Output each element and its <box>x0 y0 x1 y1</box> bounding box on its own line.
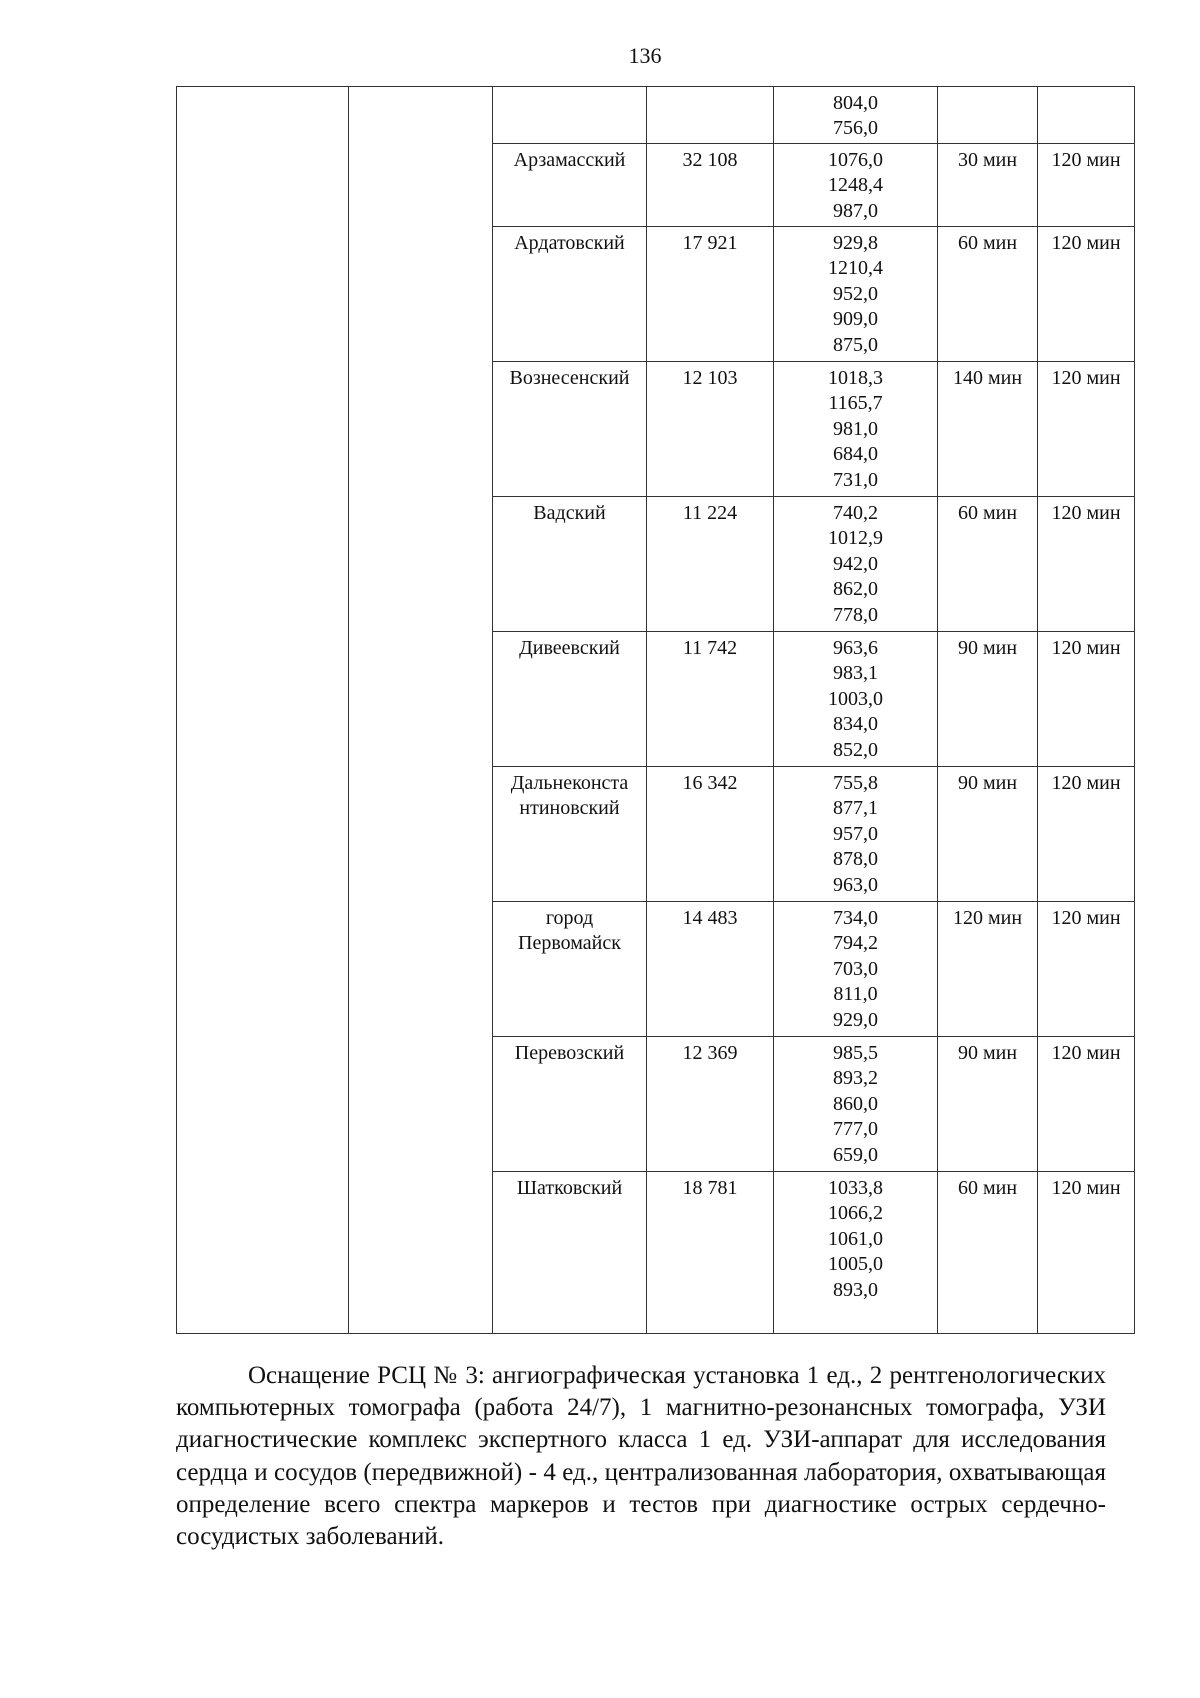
time-limit-cell: 120 мин <box>1038 362 1135 497</box>
value-line: 981,0 <box>833 417 878 440</box>
population-cell: 17 921 <box>647 227 774 362</box>
time-cell: 30 мин <box>938 144 1038 227</box>
value-line: 942,0 <box>833 552 878 575</box>
value-line: 987,0 <box>833 199 878 222</box>
district-cell: Перевозский <box>493 1037 647 1172</box>
values-cell <box>774 144 938 227</box>
time-limit-cell: 120 мин <box>1038 144 1135 227</box>
time-cell: 90 мин <box>938 767 1038 902</box>
value-line: 755,8 <box>833 772 878 794</box>
value-line: 1165,7 <box>828 392 883 415</box>
value-line: 952,0 <box>833 282 878 305</box>
values-cell <box>774 1172 938 1334</box>
value-line: 804,0 <box>833 92 878 114</box>
value-line: 834,0 <box>833 713 878 736</box>
time-limit-cell: 120 мин <box>1038 497 1135 632</box>
value-line: 1210,4 <box>828 257 883 280</box>
population-cell: 11 742 <box>647 632 774 767</box>
value-line: 1066,2 <box>828 1202 883 1225</box>
district-cell: город Первомайск <box>493 902 647 1037</box>
time-limit-cell: 120 мин <box>1038 902 1135 1037</box>
population-cell: 18 781 <box>647 1172 774 1334</box>
value-line: 1061,0 <box>828 1227 883 1250</box>
value-line: 983,1 <box>833 662 878 685</box>
value-line: 1012,9 <box>828 527 883 550</box>
table-row <box>177 87 1135 144</box>
value-line: 862,0 <box>833 578 878 601</box>
district-cell: Дальнеконста нтиновский <box>493 767 647 902</box>
values-cell <box>774 362 938 497</box>
time-cell: 120 мин <box>938 902 1038 1037</box>
value-line: 852,0 <box>833 738 878 761</box>
population-cell: 11 224 <box>647 497 774 632</box>
district-cell: Арзамасский <box>493 144 647 227</box>
population-cell: 12 369 <box>647 1037 774 1172</box>
district-cell: Ардатовский <box>493 227 647 362</box>
time-limit-cell <box>1038 87 1135 144</box>
population-cell: 32 108 <box>647 144 774 227</box>
time-cell: 60 мин <box>938 1172 1038 1334</box>
time-limit-cell: 120 мин <box>1038 1172 1135 1334</box>
value-line: 877,1 <box>833 797 878 820</box>
value-line: 1033,8 <box>828 1177 883 1199</box>
value-line: 756,0 <box>833 117 878 140</box>
values-cell <box>774 767 938 902</box>
left-spacer-cell <box>177 87 349 1334</box>
population-cell: 16 342 <box>647 767 774 902</box>
value-line: 777,0 <box>833 1118 878 1141</box>
value-line: 659,0 <box>833 1143 878 1166</box>
value-line: 963,0 <box>833 873 878 896</box>
value-line: 878,0 <box>833 848 878 871</box>
district-cell: Дивеевский <box>493 632 647 767</box>
population-cell: 12 103 <box>647 362 774 497</box>
value-line: 740,2 <box>833 502 878 524</box>
time-cell: 60 мин <box>938 227 1038 362</box>
time-limit-cell: 120 мин <box>1038 767 1135 902</box>
district-cell: Шатковский <box>493 1172 647 1334</box>
population-cell <box>647 87 774 144</box>
value-line: 703,0 <box>833 957 878 980</box>
population-cell: 14 483 <box>647 902 774 1037</box>
time-cell <box>938 87 1038 144</box>
value-line: 957,0 <box>833 822 878 845</box>
value-line: 929,8 <box>833 232 878 254</box>
value-line: 860,0 <box>833 1092 878 1115</box>
value-line: 1076,0 <box>828 149 883 171</box>
value-line: 893,2 <box>833 1067 878 1090</box>
value-line: 875,0 <box>833 333 878 356</box>
value-line: 731,0 <box>833 468 878 491</box>
values-cell <box>774 227 938 362</box>
value-line: 1018,3 <box>828 367 883 389</box>
value-line: 1003,0 <box>828 687 883 710</box>
time-cell: 60 мин <box>938 497 1038 632</box>
value-line: 811,0 <box>833 983 878 1006</box>
value-line: 684,0 <box>833 443 878 466</box>
values-cell <box>774 87 938 144</box>
values-cell <box>774 1037 938 1172</box>
value-line: 893,0 <box>833 1278 878 1301</box>
middle-spacer-cell <box>349 87 493 1334</box>
value-line: 1005,0 <box>828 1253 883 1276</box>
time-limit-cell: 120 мин <box>1038 632 1135 767</box>
page-number: 136 <box>628 43 662 68</box>
values-cell <box>774 497 938 632</box>
time-limit-cell: 120 мин <box>1038 1037 1135 1172</box>
value-line: 734,0 <box>833 907 878 929</box>
value-line: 909,0 <box>833 308 878 331</box>
district-cell: Вознесенский <box>493 362 647 497</box>
time-cell: 140 мин <box>938 362 1038 497</box>
value-line: 778,0 <box>833 603 878 626</box>
values-cell <box>774 632 938 767</box>
time-limit-cell: 120 мин <box>1038 227 1135 362</box>
time-cell: 90 мин <box>938 632 1038 767</box>
district-cell: Вадский <box>493 497 647 632</box>
values-cell <box>774 902 938 1037</box>
value-line: 985,5 <box>833 1042 878 1064</box>
district-table <box>176 86 1135 1334</box>
time-cell: 90 мин <box>938 1037 1038 1172</box>
value-line: 1248,4 <box>828 174 883 197</box>
district-cell <box>493 87 647 144</box>
value-line: 963,6 <box>833 637 878 659</box>
equipment-note: Оснащение РСЦ № 3: ангиографическая установка 1 ед., 2 рентгенологических компьютерных томографа (работа 24/7), 1 магнитно-резонансных томографа, УЗИ диагностические комплекс экспертного класса 1 ед. УЗИ-аппарат для исследования сердца и сосудов (передвижной) - 4 ед., централизованная лаборатория, охватывающая определение всего спектра маркеров и тестов при диагностике острых сердечно-сосудистых заболеваний. <box>176 1362 1106 1551</box>
value-line: 794,2 <box>833 932 878 955</box>
value-line: 929,0 <box>833 1008 878 1031</box>
